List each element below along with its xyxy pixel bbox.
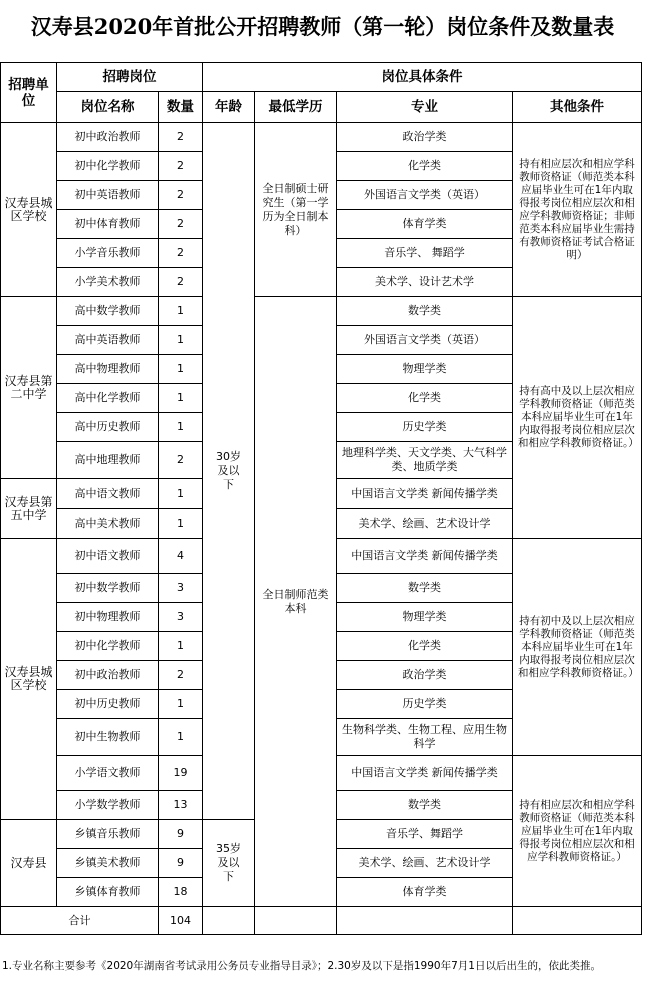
major-cell: 历史学类 xyxy=(337,690,513,719)
post-name-cell: 初中体育教师 xyxy=(57,210,159,239)
age-cell: 35岁及以下 xyxy=(203,820,255,907)
post-name-cell: 高中地理教师 xyxy=(57,442,159,479)
major-cell: 中国语言文学类 新闻传播学类 xyxy=(337,479,513,509)
quantity-cell: 1 xyxy=(159,632,203,661)
quantity-cell: 1 xyxy=(159,297,203,326)
major-cell: 生物科学类、生物工程、应用生物科学 xyxy=(337,719,513,756)
footnote: 1.专业名称主要参考《2020年湖南省考试录用公务员专业指导目录》；2.30岁及以下是指1990年7月1日以后出生的，依此类推。 xyxy=(2,960,601,972)
empty-cell xyxy=(513,907,642,935)
major-cell: 历史学类 xyxy=(337,413,513,442)
positions-table xyxy=(0,62,642,935)
quantity-cell: 2 xyxy=(159,181,203,210)
post-name-cell: 小学美术教师 xyxy=(57,268,159,297)
quantity-cell: 4 xyxy=(159,539,203,574)
header-age: 年龄 xyxy=(203,92,255,123)
total-row xyxy=(1,907,642,935)
post-name-cell: 高中语文教师 xyxy=(57,479,159,509)
post-name-cell: 小学语文教师 xyxy=(57,756,159,791)
header-unit: 招聘单位 xyxy=(1,63,57,123)
other-cell: 持有相应层次和相应学科教师资格证（师范类本科应届毕业生可在1年内取得报考岗位相应层次和相应学科教师资格证；非师范类本科应届毕业生需持有教师资格证考试合格证明） xyxy=(513,123,642,297)
empty-cell xyxy=(337,907,513,935)
header-conditions-group: 岗位具体条件 xyxy=(203,63,642,92)
quantity-cell: 1 xyxy=(159,479,203,509)
post-name-cell: 小学音乐教师 xyxy=(57,239,159,268)
education-cell: 全日制硕士研究生（第一学历为全日制本科） xyxy=(255,123,337,297)
post-name-cell: 初中化学教师 xyxy=(57,632,159,661)
quantity-cell: 13 xyxy=(159,791,203,820)
quantity-cell: 2 xyxy=(159,210,203,239)
quantity-cell: 1 xyxy=(159,326,203,355)
post-name-cell: 初中历史教师 xyxy=(57,690,159,719)
post-name-cell: 初中政治教师 xyxy=(57,661,159,690)
post-name-cell: 乡镇美术教师 xyxy=(57,849,159,878)
post-name-cell: 初中物理教师 xyxy=(57,603,159,632)
unit-cell: 汉寿县第二中学 xyxy=(1,297,57,479)
major-cell: 物理学类 xyxy=(337,603,513,632)
major-cell: 体育学类 xyxy=(337,878,513,907)
total-label: 合计 xyxy=(1,907,159,935)
major-cell: 地理科学类、天文学类、大气科学类、地质学类 xyxy=(337,442,513,479)
quantity-cell: 1 xyxy=(159,509,203,539)
table-row xyxy=(1,297,642,326)
header-education: 最低学历 xyxy=(255,92,337,123)
major-cell: 化学类 xyxy=(337,152,513,181)
post-name-cell: 小学数学教师 xyxy=(57,791,159,820)
post-name-cell: 高中物理教师 xyxy=(57,355,159,384)
quantity-cell: 2 xyxy=(159,239,203,268)
page-title: 汉寿县2020年首批公开招聘教师（第一轮）岗位条件及数量表 xyxy=(30,14,615,39)
post-name-cell: 初中数学教师 xyxy=(57,574,159,603)
quantity-cell: 18 xyxy=(159,878,203,907)
quantity-cell: 1 xyxy=(159,719,203,756)
major-cell: 音乐学、舞蹈学 xyxy=(337,820,513,849)
quantity-cell: 3 xyxy=(159,603,203,632)
major-cell: 化学类 xyxy=(337,384,513,413)
post-name-cell: 初中英语教师 xyxy=(57,181,159,210)
quantity-cell: 1 xyxy=(159,413,203,442)
major-cell: 美术学、绘画、艺术设计学 xyxy=(337,849,513,878)
major-cell: 政治学类 xyxy=(337,661,513,690)
major-cell: 音乐学、 舞蹈学 xyxy=(337,239,513,268)
empty-cell xyxy=(203,907,255,935)
major-cell: 数学类 xyxy=(337,297,513,326)
quantity-cell: 2 xyxy=(159,442,203,479)
quantity-cell: 9 xyxy=(159,849,203,878)
unit-cell: 汉寿县第五中学 xyxy=(1,479,57,539)
major-cell: 物理学类 xyxy=(337,355,513,384)
major-cell: 中国语言文学类 新闻传播学类 xyxy=(337,539,513,574)
post-name-cell: 初中语文教师 xyxy=(57,539,159,574)
major-cell: 美术学、设计艺术学 xyxy=(337,268,513,297)
header-post-group: 招聘岗位 xyxy=(57,63,203,92)
quantity-cell: 2 xyxy=(159,123,203,152)
quantity-cell: 1 xyxy=(159,355,203,384)
post-name-cell: 高中历史教师 xyxy=(57,413,159,442)
unit-cell: 汉寿县城区学校 xyxy=(1,123,57,297)
post-name-cell: 初中政治教师 xyxy=(57,123,159,152)
quantity-cell: 2 xyxy=(159,152,203,181)
post-name-cell: 高中数学教师 xyxy=(57,297,159,326)
major-cell: 中国语言文学类 新闻传播学类 xyxy=(337,756,513,791)
quantity-cell: 19 xyxy=(159,756,203,791)
major-cell: 数学类 xyxy=(337,791,513,820)
major-cell: 数学类 xyxy=(337,574,513,603)
major-cell: 化学类 xyxy=(337,632,513,661)
unit-cell: 汉寿县 xyxy=(1,820,57,907)
age-cell: 30岁及以下 xyxy=(203,123,255,820)
table-row xyxy=(1,123,642,152)
major-cell: 体育学类 xyxy=(337,210,513,239)
major-cell: 外国语言文学类（英语） xyxy=(337,326,513,355)
header-major: 专业 xyxy=(337,92,513,123)
quantity-cell: 2 xyxy=(159,268,203,297)
major-cell: 美术学、绘画、艺术设计学 xyxy=(337,509,513,539)
header-other: 其他条件 xyxy=(513,92,642,123)
post-name-cell: 乡镇体育教师 xyxy=(57,878,159,907)
quantity-cell: 3 xyxy=(159,574,203,603)
unit-cell: 汉寿县城区学校 xyxy=(1,539,57,820)
major-cell: 政治学类 xyxy=(337,123,513,152)
empty-cell xyxy=(255,907,337,935)
quantity-cell: 2 xyxy=(159,661,203,690)
header-post-name: 岗位名称 xyxy=(57,92,159,123)
total-quantity: 104 xyxy=(159,907,203,935)
education-cell: 全日制师范类本科 xyxy=(255,297,337,907)
post-name-cell: 初中化学教师 xyxy=(57,152,159,181)
post-name-cell: 初中生物教师 xyxy=(57,719,159,756)
other-cell: 持有高中及以上层次相应学科教师资格证（师范类本科应届毕业生可在1年内取得报考岗位相应层次和相应学科教师资格证。） xyxy=(513,297,642,539)
quantity-cell: 9 xyxy=(159,820,203,849)
quantity-cell: 1 xyxy=(159,384,203,413)
post-name-cell: 高中英语教师 xyxy=(57,326,159,355)
quantity-cell: 1 xyxy=(159,690,203,719)
post-name-cell: 高中美术教师 xyxy=(57,509,159,539)
header-quantity: 数量 xyxy=(159,92,203,123)
other-cell: 持有初中及以上层次相应学科教师资格证（师范类本科应届毕业生可在1年内取得报考岗位相应层次和相应学科教师资格证。） xyxy=(513,539,642,756)
post-name-cell: 高中化学教师 xyxy=(57,384,159,413)
other-cell: 持有相应层次和相应学科教师资格证（师范类本科应届毕业生可在1年内取得报考岗位相应层次和相应学科教师资格证。） xyxy=(513,756,642,907)
major-cell: 外国语言文学类（英语） xyxy=(337,181,513,210)
post-name-cell: 乡镇音乐教师 xyxy=(57,820,159,849)
